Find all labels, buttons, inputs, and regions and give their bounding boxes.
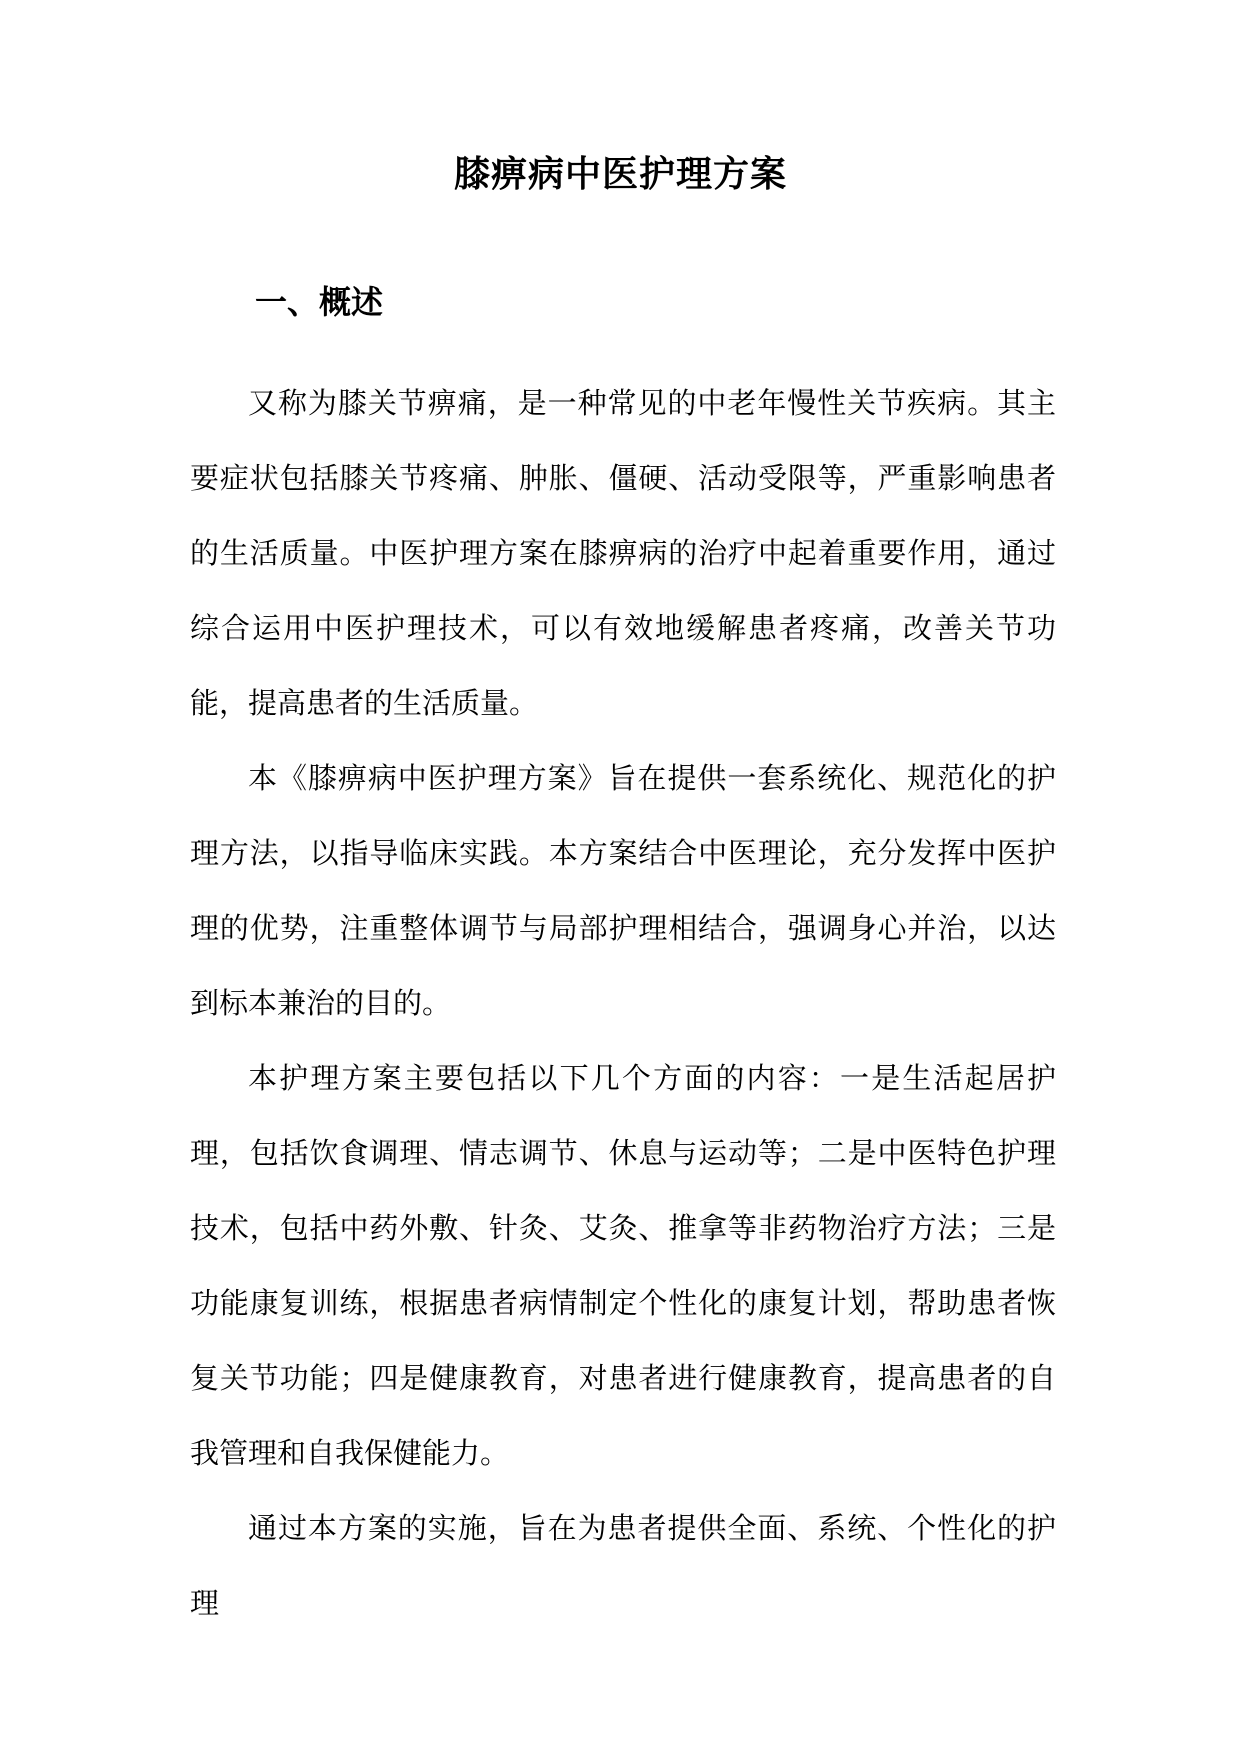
section-heading: 一、概述 [255,283,384,321]
paragraph-3: 本护理方案主要包括以下几个方面的内容：一是生活起居护理，包括饮食调理、情志调节、休息与运动等；二是中医特色护理技术，包括中药外敷、针灸、艾灸、推拿等非药物治疗方法；三是功能康复训练，根据患者病情制定个性化的康复计划，帮助患者恢复关节功能；四是健康教育，对患者进行健康教育，提高患者的自我管理和自我保健能力。 [190,1061,1056,1470]
document-title: 膝痹病中医护理方案 [453,153,787,195]
paragraph-4: 通过本方案的实施，旨在为患者提供全面、系统、个性化的护理 [190,1511,1056,1620]
paragraph-2: 本《膝痹病中医护理方案》旨在提供一套系统化、规范化的护理方法，以指导临床实践。本方案结合中医理论，充分发挥中医护理的优势，注重整体调节与局部护理相结合，强调身心并治，以达到标本兼治的目的。 [190,761,1056,1020]
document-body [190,366,1056,1641]
paragraph-1: 又称为膝关节痹痛，是一种常见的中老年慢性关节疾病。其主要症状包括膝关节疼痛、肿胀、僵硬、活动受限等，严重影响患者的生活质量。中医护理方案在膝痹病的治疗中起着重要作用，通过综合运用中医护理技术，可以有效地缓解患者疼痛，改善关节功能，提高患者的生活质量。 [190,386,1056,720]
